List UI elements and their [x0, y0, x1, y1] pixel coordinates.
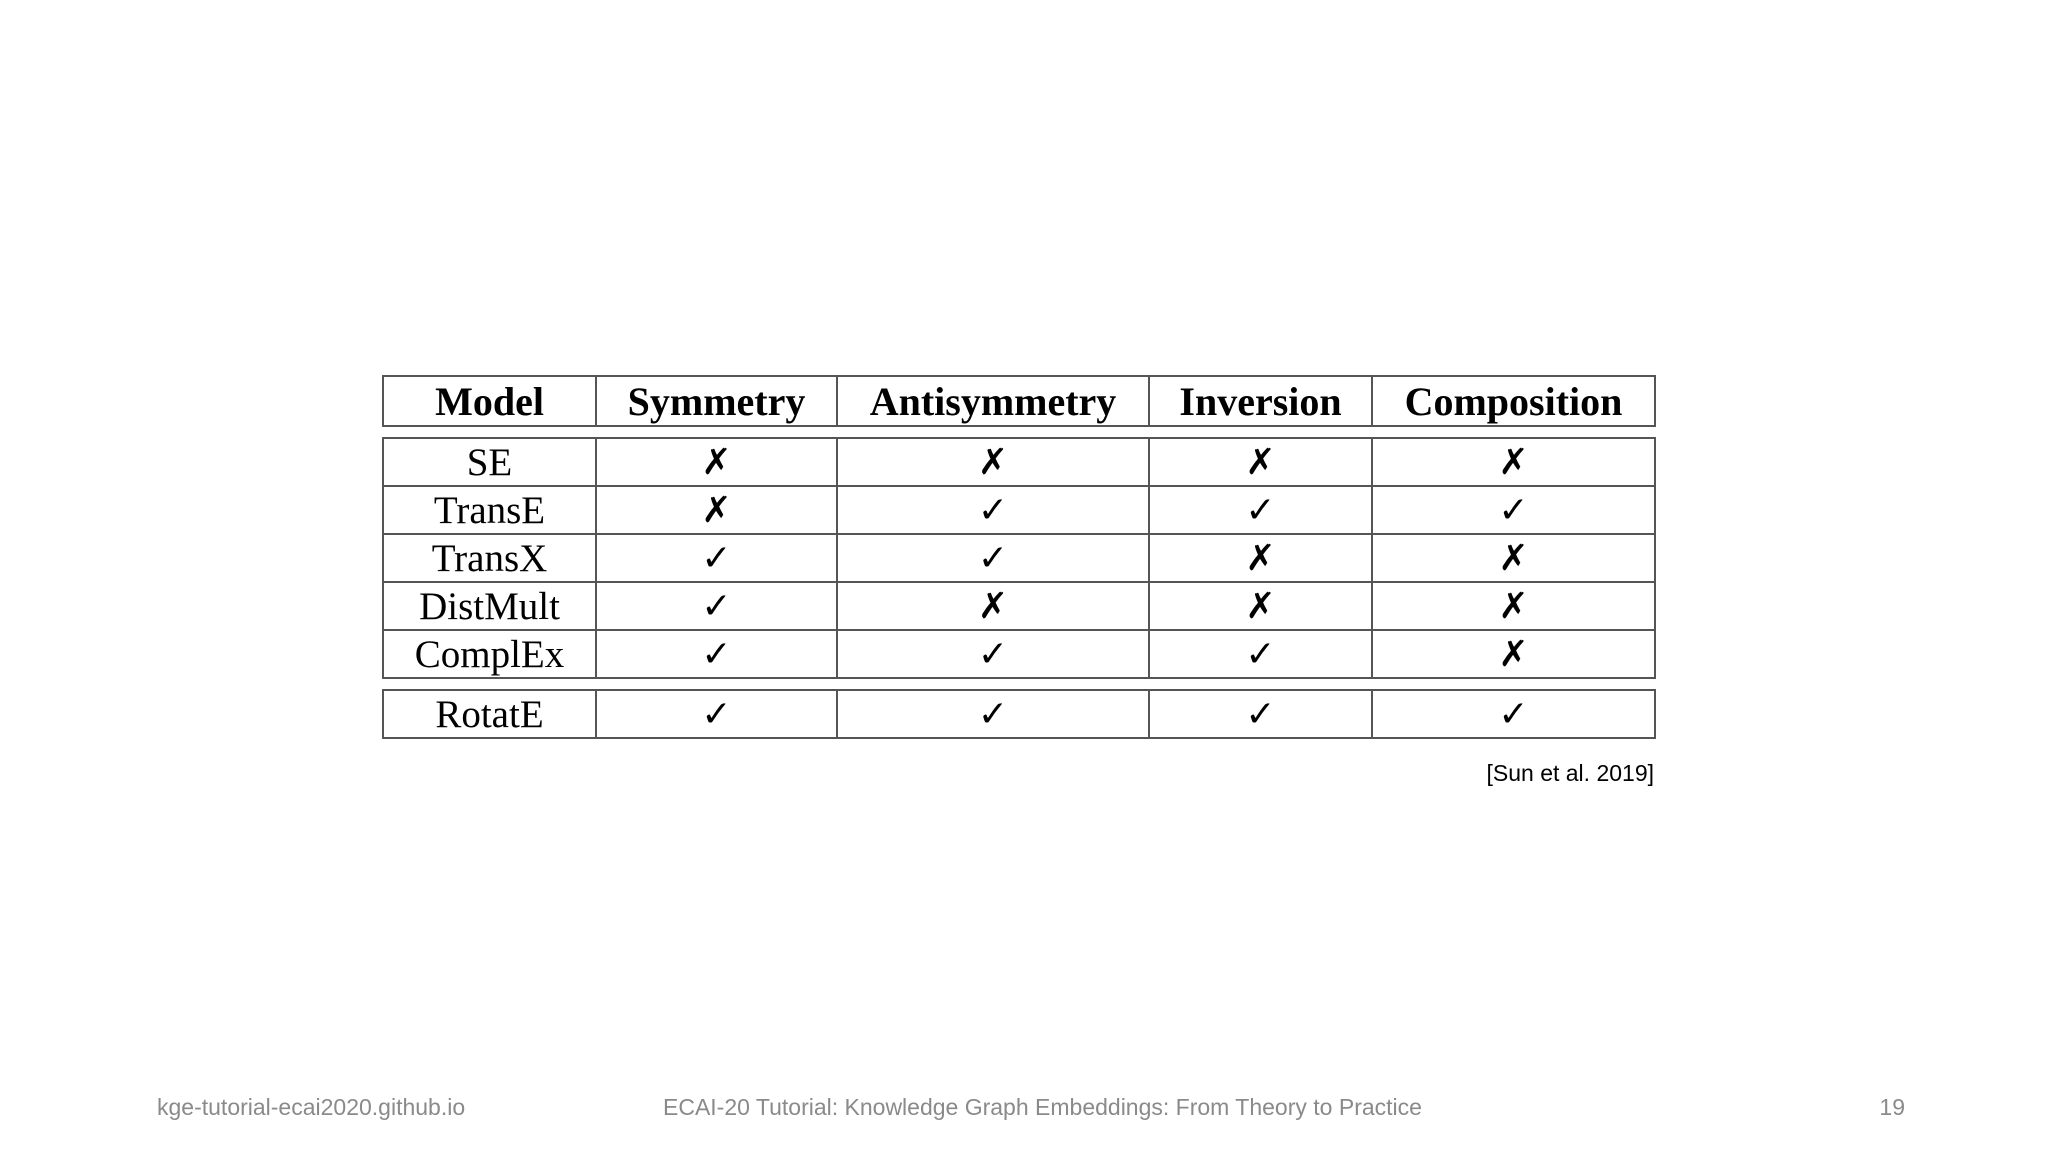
page-number: 19	[1879, 1094, 1905, 1120]
symmetry-cell: ✓	[596, 630, 837, 678]
model-cell: SE	[383, 438, 596, 486]
citation: [Sun et al. 2019]	[1486, 760, 1654, 786]
model-cell: TransX	[383, 534, 596, 582]
rotate-gap	[383, 678, 1655, 690]
model-cell: DistMult	[383, 582, 596, 630]
composition-cell: ✗	[1372, 582, 1655, 630]
symmetry-cell: ✓	[596, 582, 837, 630]
inversion-cell: ✗	[1149, 534, 1372, 582]
header-symmetry: Symmetry	[596, 376, 837, 426]
header-inversion: Inversion	[1149, 376, 1372, 426]
antisymmetry-cell: ✗	[837, 438, 1149, 486]
inversion-cell: ✓	[1149, 690, 1372, 738]
table-row	[383, 630, 1655, 678]
symmetry-cell: ✓	[596, 690, 837, 738]
inversion-cell: ✗	[1149, 582, 1372, 630]
composition-cell: ✗	[1372, 438, 1655, 486]
composition-cell: ✗	[1372, 534, 1655, 582]
model-cell: TransE	[383, 486, 596, 534]
symmetry-cell: ✓	[596, 534, 837, 582]
symmetry-cell: ✗	[596, 486, 837, 534]
table-row	[383, 438, 1655, 486]
antisymmetry-cell: ✓	[837, 690, 1149, 738]
table-row	[383, 534, 1655, 582]
table-row-highlight	[383, 690, 1655, 738]
table-header-row	[383, 376, 1655, 426]
inversion-cell: ✓	[1149, 486, 1372, 534]
model-cell: ComplEx	[383, 630, 596, 678]
header-model: Model	[383, 376, 596, 426]
inversion-cell: ✗	[1149, 438, 1372, 486]
antisymmetry-cell: ✓	[837, 486, 1149, 534]
footer-title: ECAI-20 Tutorial: Knowledge Graph Embeddings: From Theory to Practice	[663, 1094, 1422, 1120]
composition-cell: ✗	[1372, 630, 1655, 678]
comparison-table-container	[382, 375, 1654, 739]
header-gap	[383, 426, 1655, 438]
relation-patterns-table	[382, 375, 1656, 739]
composition-cell: ✓	[1372, 690, 1655, 738]
inversion-cell: ✓	[1149, 630, 1372, 678]
antisymmetry-cell: ✓	[837, 534, 1149, 582]
table-row	[383, 582, 1655, 630]
composition-cell: ✓	[1372, 486, 1655, 534]
antisymmetry-cell: ✗	[837, 582, 1149, 630]
antisymmetry-cell: ✓	[837, 630, 1149, 678]
model-cell: RotatE	[383, 690, 596, 738]
symmetry-cell: ✗	[596, 438, 837, 486]
header-antisymmetry: Antisymmetry	[837, 376, 1149, 426]
header-composition: Composition	[1372, 376, 1655, 426]
footer-url: kge-tutorial-ecai2020.github.io	[157, 1094, 466, 1120]
table-row	[383, 486, 1655, 534]
